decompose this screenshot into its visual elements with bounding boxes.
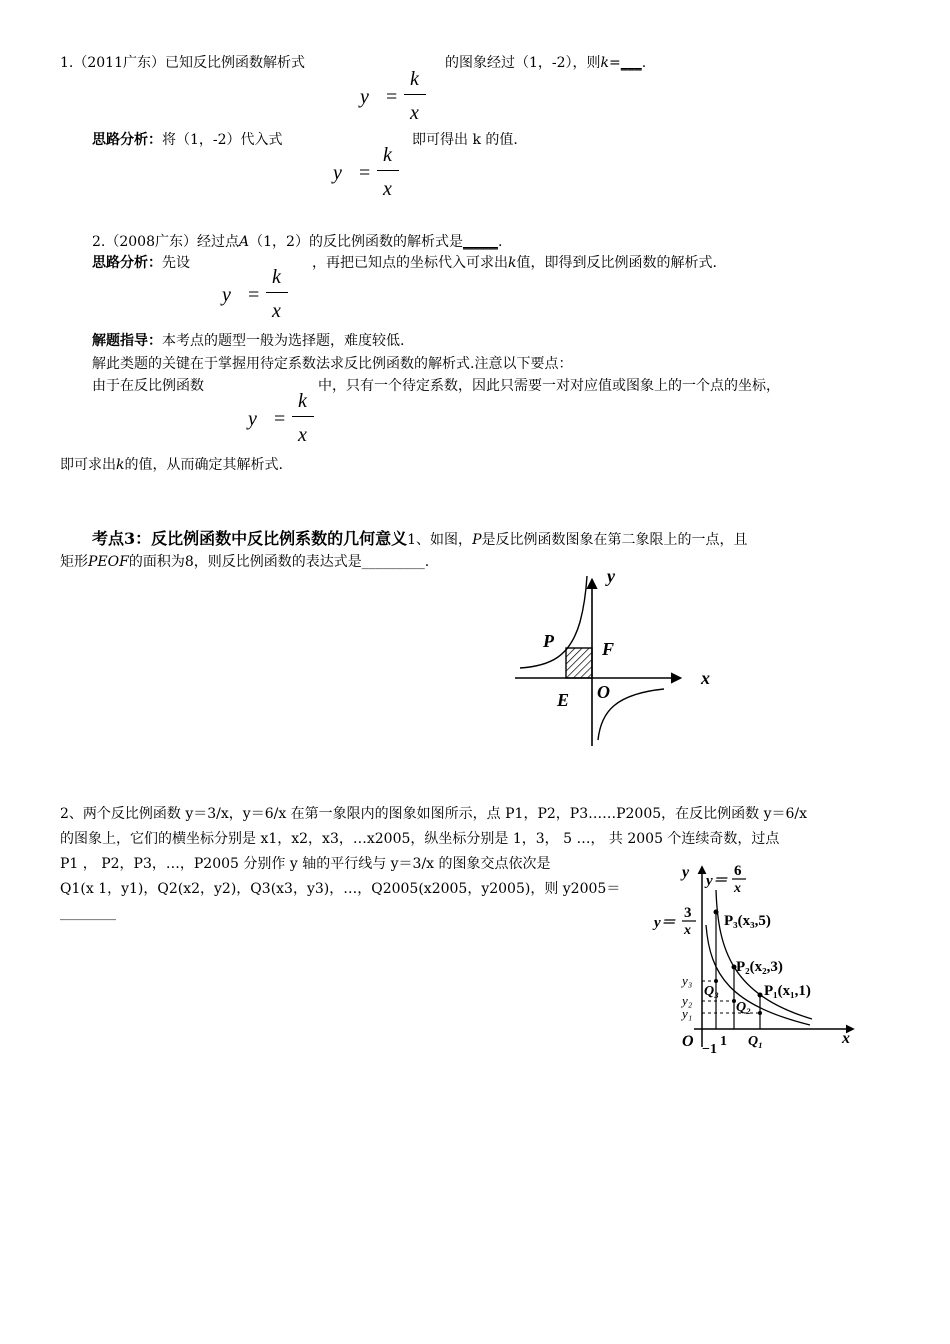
fig1-x-label: x: [701, 668, 710, 688]
q2b-line-4: Q1(x 1，y1)，Q2(x2，y2)，Q3(x3，y3)，…，Q2005(x2005，y2005)，则 y2005＝: [60, 881, 621, 897]
answer-blank-4[interactable]: ________: [60, 905, 116, 921]
label-p1: P₁(x₁,1): [764, 983, 811, 999]
q1-analysis: 思路分析：将（1，-2）代入式: [92, 132, 283, 148]
fig1-e-label: E: [557, 690, 570, 710]
fig1-f-label: F: [602, 639, 615, 659]
label-q2: Q₂: [736, 1000, 751, 1015]
fig2-three: 3: [684, 905, 692, 921]
label-one: 1: [720, 1034, 727, 1049]
curve-y-6-over-x: [716, 890, 812, 1019]
point-p3: [714, 910, 719, 915]
label-p3: P₃(x₃,5): [724, 913, 771, 929]
hyperbola-figure-1: [505, 562, 725, 750]
guide-line-2: 解此类题的关键在于掌握用待定系数法求反比例函数的解析式.注意以下要点：: [92, 356, 573, 372]
label-y1: y₁: [682, 1006, 693, 1021]
guide-line-4: 即可求出k的值，从而确定其解析式.: [60, 457, 283, 473]
key-point-3-title: 考点3：反比例函数中反比例系数的几何意义: [92, 529, 408, 548]
fig2-x-label: x: [842, 1030, 850, 1047]
label-q1: Q₁: [748, 1034, 763, 1049]
key-point-3-line-2: 矩形PEOF的面积为8，则反比例函数的表达式是_________.: [60, 554, 430, 570]
q1-analysis-tail: 即可得出 k 的值.: [412, 132, 518, 148]
shaded-rectangle: [566, 648, 592, 678]
label-origin: O: [682, 1033, 694, 1050]
hyperbola-figure-2: [650, 855, 862, 1060]
q2-analysis: 思路分析：先设: [92, 255, 190, 271]
key-point-3: 考点3：反比例函数中反比例系数的几何意义1、如图，P是反比例函数图象在第二象限上的一点，且: [92, 529, 748, 548]
answer-blank-3[interactable]: _________: [361, 554, 425, 570]
q2-analysis-tail: ，再把已知点的坐标代入可求出k值，即得到反比例函数的解析式.: [312, 255, 717, 271]
guide-line-3b: 中，只有一个待定系数，因此只需要一对对应值或图象上的一个点的坐标，: [318, 378, 780, 394]
label-y2: y₂: [682, 993, 693, 1008]
label-y3: y₃: [682, 973, 693, 988]
question-1: 1.（2011广东）已知反比例函数解析式: [60, 55, 305, 71]
q2b-line-2: 的图象上，它们的横坐标分别是 x1，x2，x3，…x2005，纵坐标分别是 1，3， 5 …， 共 2005 个连续奇数，过点: [60, 831, 780, 847]
point-p1: [758, 993, 763, 998]
fig1-y-label: y: [607, 566, 615, 586]
solution-guide: 解题指导：本考点的题型一般为选择题，难度较低.: [92, 333, 405, 349]
label-q3: Q₃: [704, 984, 719, 999]
fig1-o-label: O: [597, 682, 610, 702]
fig2-eq6-label: y＝: [706, 873, 728, 889]
question-1-tail: 的图象经过（1，-2），则k=___.: [445, 55, 647, 71]
answer-blank-2[interactable]: _____: [462, 234, 498, 250]
question-2: 2.（2008广东）经过点A（1，2）的反比例函数的解析式是_____.: [92, 234, 503, 250]
fig2-y-label: y: [682, 864, 690, 881]
fig2-x-den-3: x: [684, 923, 691, 938]
label-p2: P₂(x₂,3): [736, 959, 783, 975]
point-q3: [714, 979, 718, 983]
guide-line-3a: 由于在反比例函数: [92, 378, 204, 394]
fig2-eq3-label: y＝: [654, 915, 676, 931]
label-neg1: −1: [702, 1042, 717, 1057]
q2b-line-1: 2、两个反比例函数 y＝3/x，y＝6/x 在第一象限内的图象如图所示，点 P1，P2，P3……P2005，在反比例函数 y＝6/x: [60, 806, 808, 822]
fig2-six: 6: [734, 863, 742, 879]
q2b-line-3: P1 ， P2，P3，…，P2005 分别作 y 轴的平行线与 y＝3/x 的图象交点依次是: [60, 856, 551, 872]
fig1-p-label: P: [543, 631, 554, 651]
curve-y-3-over-x: [706, 925, 810, 1025]
fig2-x-den-6: x: [734, 881, 741, 896]
point-q1: [758, 1011, 762, 1015]
answer-blank-1[interactable]: ___: [620, 55, 642, 71]
